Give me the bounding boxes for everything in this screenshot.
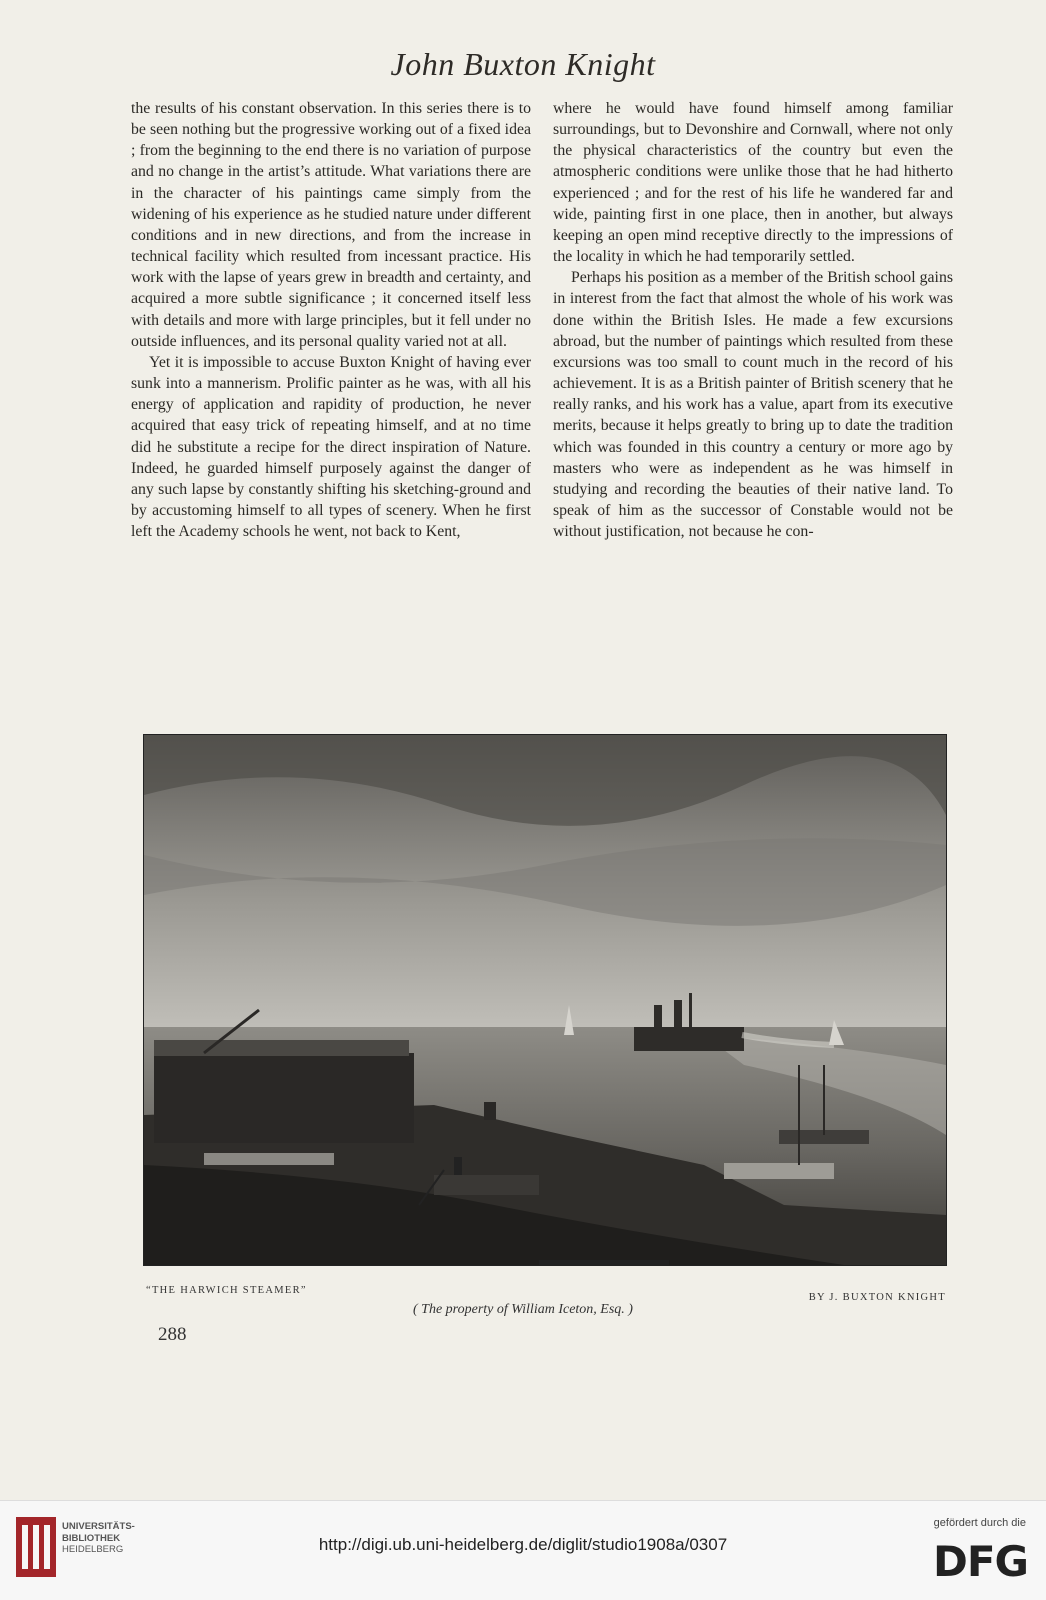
page-number: 288 <box>158 1324 187 1345</box>
funded-by-label: gefördert durch die <box>933 1517 1026 1529</box>
painting-plate <box>143 734 947 1266</box>
harwich-steamer-painting <box>144 735 946 1265</box>
plate-caption-owner: ( The property of William Iceton, Esq. ) <box>413 1302 633 1317</box>
right-text-column <box>553 98 953 542</box>
dfg-logo: DFG <box>932 1537 1028 1586</box>
paragraph: the results of his constant observation. In this series there is to be seen nothing but the progressive working out of a fixed idea ; from the beginning to the end there is no variation of purpose and no change in the artist’s attitude. What variations there are in the character of his paintings came simply from the widening of his experience as he studied nature under different conditions and in new directions, and from the increase in technical facility which resulted from incessant practice. His work with the lapse of years grew in breadth and certainty, and acquired a more subtle significance ; it concerned itself less with details and more with large principles, but it fell under no outside influences, and its personal quality varied not at all. <box>131 100 531 350</box>
running-title: John Buxton Knight <box>390 46 656 82</box>
paragraph: Yet it is impossible to accuse Buxton Knight of having ever sunk into a mannerism. Prolific painter as he was, with all his energy of application and rapidity of production, he never acquired that easy trick of repeating himself, and at no time did he substitute a recipe for the direct inspiration of Nature. Indeed, he guarded himself purposely against the danger of any such lapse by constantly shifting his sketching-ground and by accustoming himself to all types of scenery. When he first left the Academy schools he went, not back to Kent, <box>131 353 531 541</box>
paragraph: where he would have found himself among familiar surroundings, but to Devonshire and Cornwall, where not only the physical characteristics of the country but even the atmospheric conditions were unlike those that he had hitherto experienced ; and for the rest of his life he wandered far and wide, painting first in one place, then in another, but always keeping an open mind receptive directly to the impressions of the locality in which he had temporarily settled. <box>553 100 953 266</box>
library-name: UNIVERSITÄTS- BIBLIOTHEK HEIDELBERG <box>62 1521 135 1555</box>
left-text-column <box>131 98 531 542</box>
digitization-footer <box>0 1500 1046 1600</box>
plate-caption-artist: BY J. BUXTON KNIGHT <box>808 1292 946 1303</box>
permalink[interactable]: http://digi.ub.uni-heidelberg.de/diglit/studio1908a/0307 <box>318 1535 728 1554</box>
plate-caption-title: “THE HARWICH STEAMER” <box>146 1285 307 1296</box>
paragraph: Perhaps his position as a member of the British school gains in interest from the fact that almost the whole of his work was done within the British Isles. He made a few excursions abroad, but the number of paintings which resulted from these excursions was too small to count much in the record of his achievement. It is as a British painter of British scenery that he really ranks, and his work has a value, apart from its executive merits, because it helps greatly to bring up to date the tradition which was founded in this country a century or more ago by masters who were as independent as he was himself in studying and recording the beauties of their native land. To speak of him as the successor of Constable would not be without justification, not because he con- <box>553 269 953 541</box>
